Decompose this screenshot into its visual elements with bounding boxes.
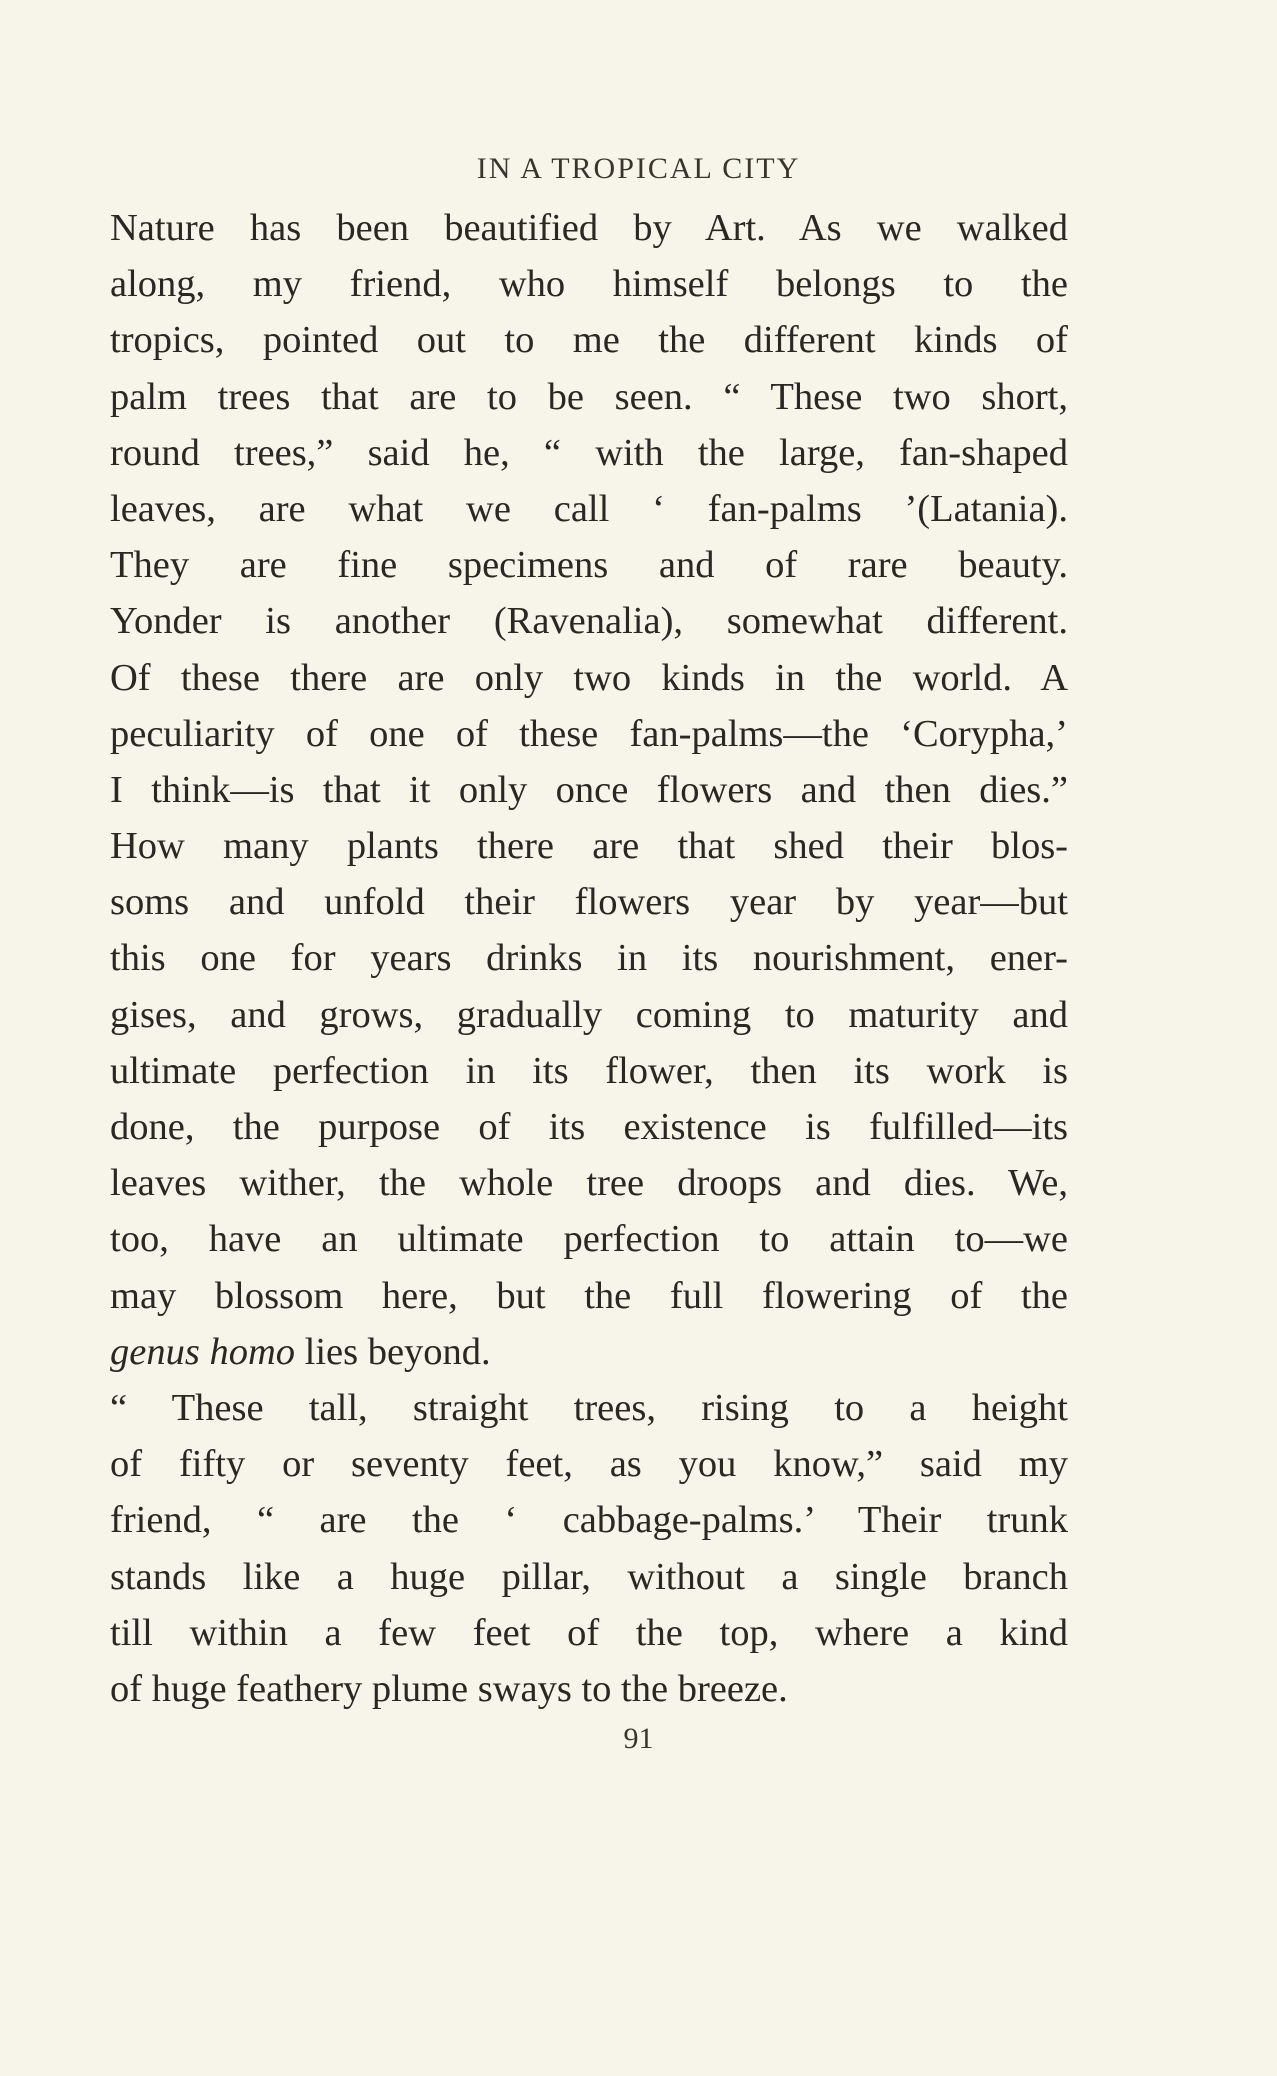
text-line: of huge feathery plume sways to the breeze. xyxy=(110,1667,788,1710)
body-text xyxy=(110,200,1068,1717)
text-line: stands like a huge pillar, without a single branch xyxy=(110,1555,1068,1598)
text-line: leaves wither, the whole tree droops and dies. We, xyxy=(110,1162,1068,1205)
text-line: peculiarity of one of these fan-palms—the ‘Corypha,’ xyxy=(110,712,1068,755)
text-line: of fifty or seventy feet, as you know,” said my xyxy=(110,1443,1068,1486)
page-number: 91 xyxy=(623,1722,654,1755)
text-line: may blossom here, but the full flowering of the xyxy=(110,1274,1068,1317)
text-line: too, have an ultimate perfection to attain to—we xyxy=(110,1218,1068,1261)
text-line: friend, “ are the ‘ cabbage-palms.’ Their trunk xyxy=(110,1499,1068,1542)
text-line: done, the purpose of its existence is fulfilled—its xyxy=(110,1106,1068,1148)
text-line: Nature has been beautified by Art. As we walked xyxy=(110,207,1068,249)
running-head: IN A TROPICAL CITY xyxy=(476,152,801,185)
text-fragment: lies beyond. xyxy=(295,1330,491,1373)
text-line: tropics, pointed out to me the different kinds of xyxy=(110,319,1068,362)
italic-phrase: genus homo xyxy=(110,1330,295,1373)
text-line: “ These tall, straight trees, rising to a height xyxy=(110,1386,1068,1429)
text-line: Yonder is another (Ravenalia), somewhat different. xyxy=(110,600,1068,643)
text-line: palm trees that are to be seen. “ These two short, xyxy=(110,375,1068,418)
text-line: round trees,” said he, “ with the large, fan-shaped xyxy=(110,431,1068,474)
text-line: gises, and grows, gradually coming to maturity and xyxy=(110,993,1068,1036)
text-line: How many plants there are that shed their blos- xyxy=(110,825,1068,868)
text-line: soms and unfold their flowers year by year—but xyxy=(110,881,1068,924)
text-line: till within a few feet of the top, where a kind xyxy=(110,1611,1068,1654)
text-line: They are fine specimens and of rare beauty. xyxy=(110,544,1068,587)
text-line: I think—is that it only once flowers and then dies.” xyxy=(110,768,1068,811)
text-line xyxy=(110,1324,1068,1380)
text-line: ultimate perfection in its flower, then its work is xyxy=(110,1049,1068,1092)
text-line: leaves, are what we call ‘ fan-palms ’(Latania). xyxy=(110,487,1068,530)
text-line: along, my friend, who himself belongs to the xyxy=(110,263,1068,306)
text-line: this one for years drinks in its nourishment, ener- xyxy=(110,937,1068,980)
text-line: Of these there are only two kinds in the world. A xyxy=(110,656,1068,699)
